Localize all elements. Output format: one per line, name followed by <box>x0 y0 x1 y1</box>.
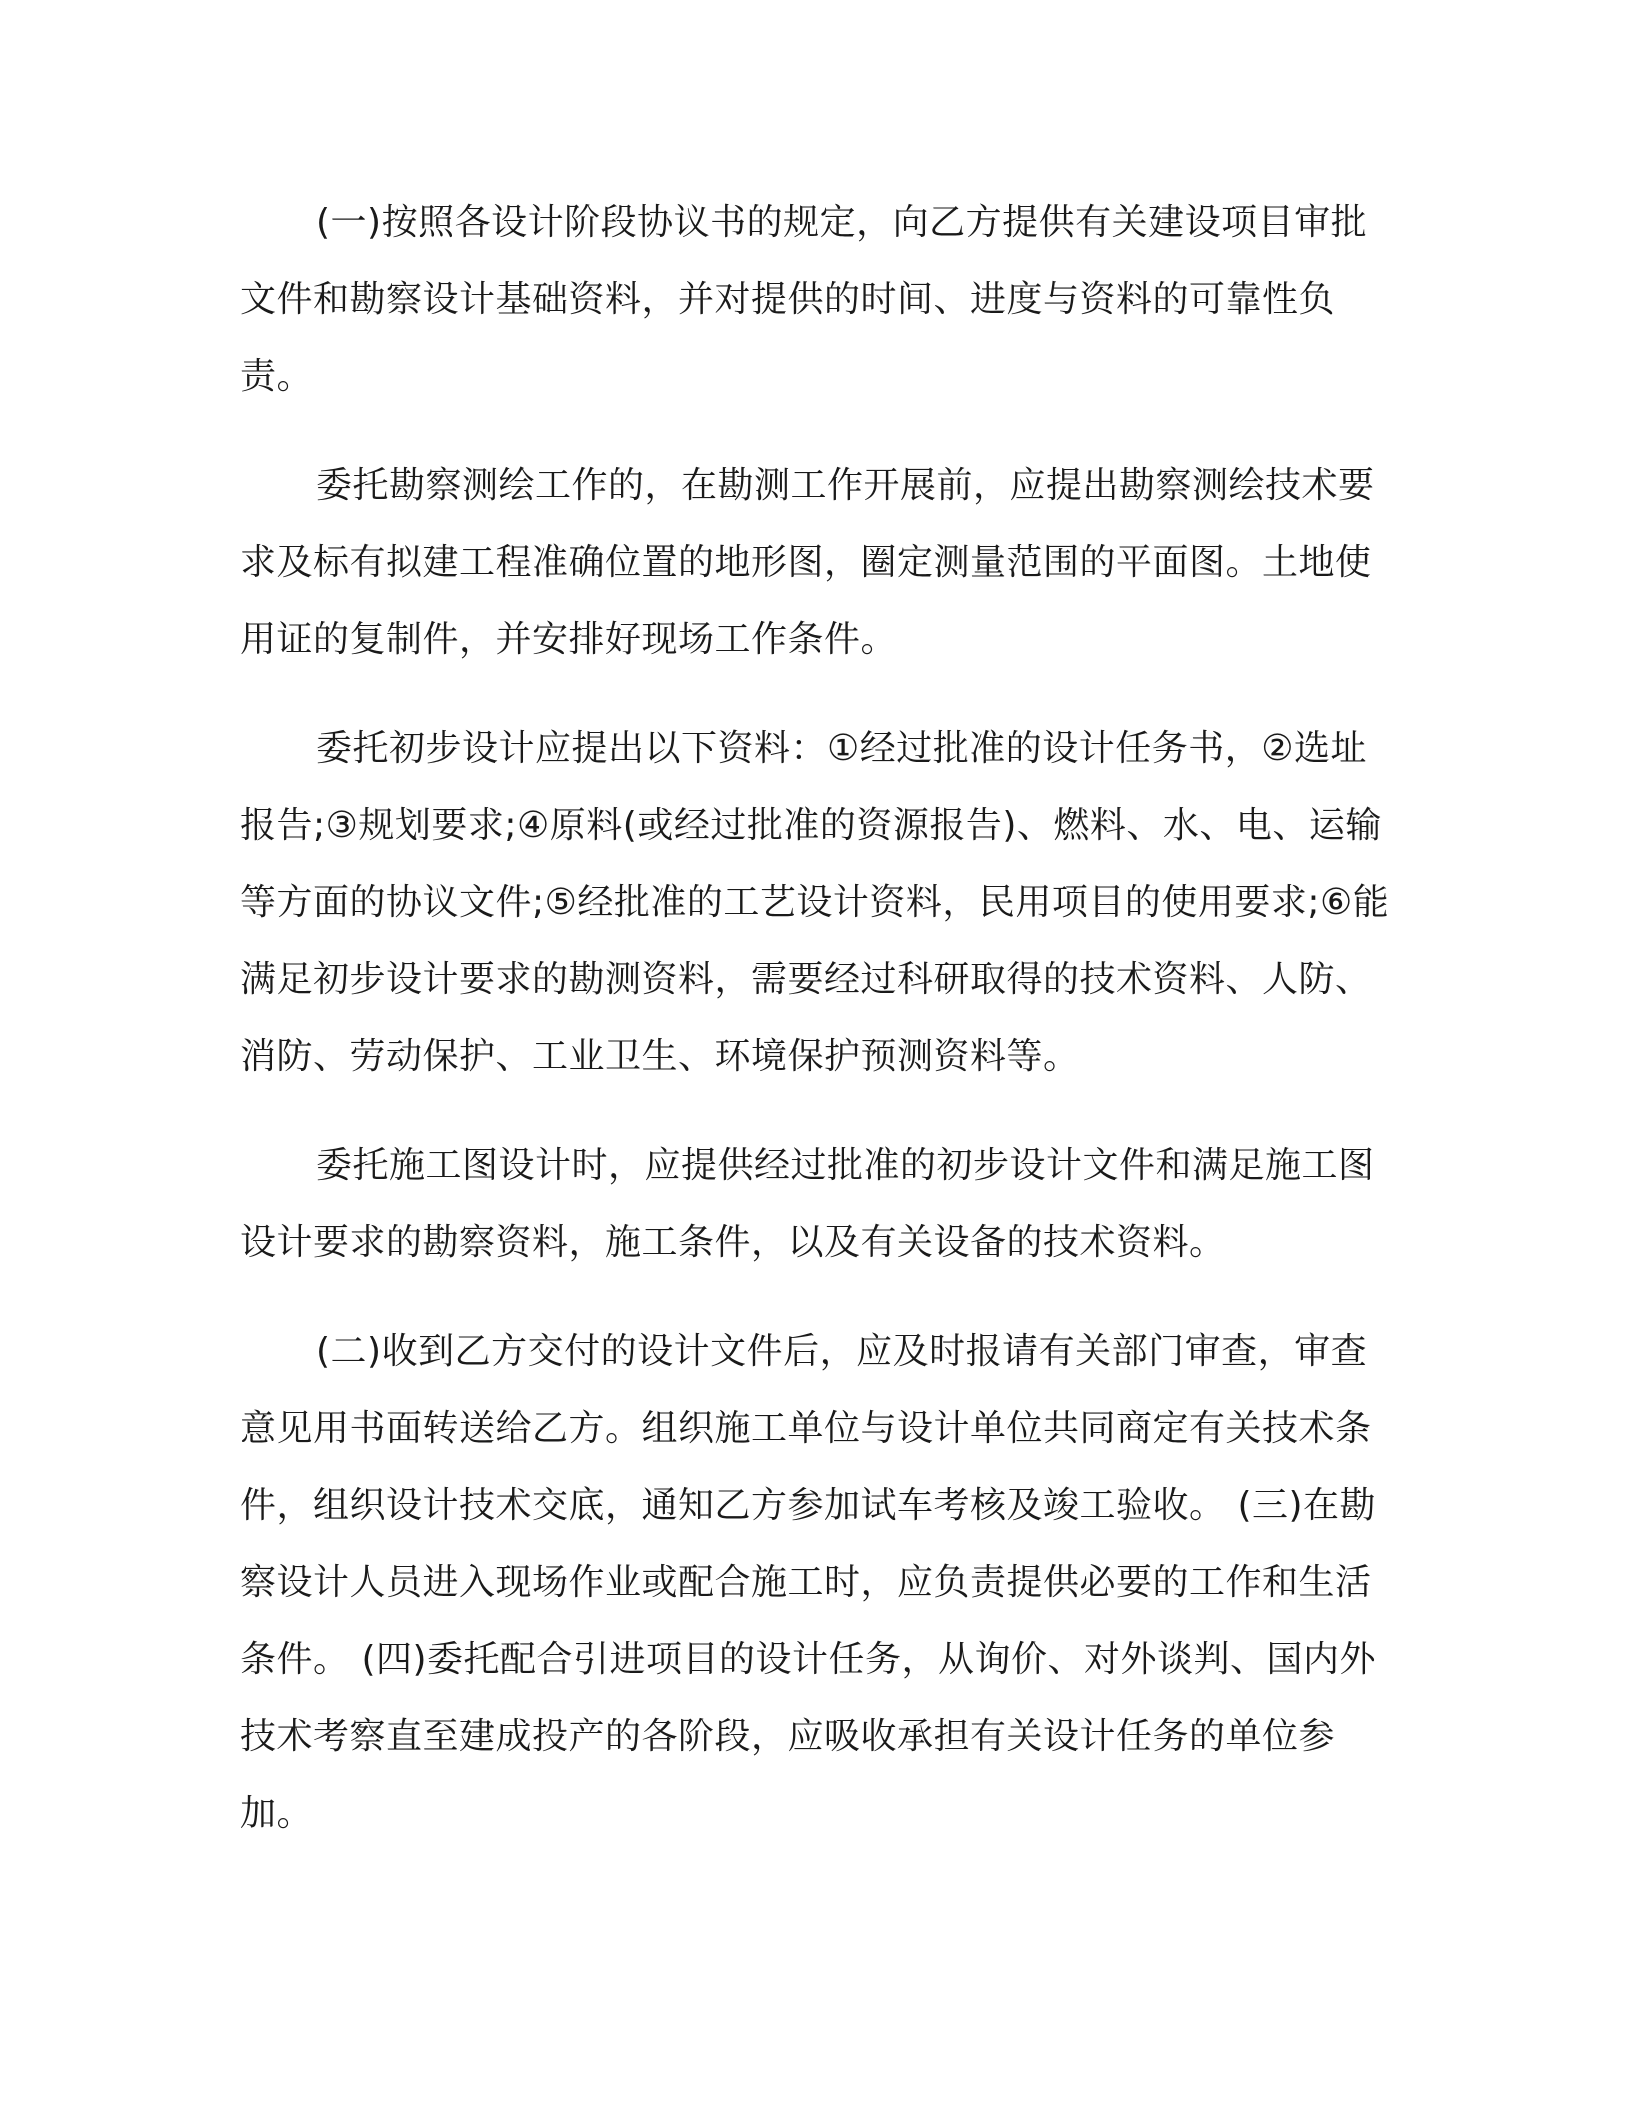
paragraph-1: (一)按照各设计阶段协议书的规定，向乙方提供有关建设项目审批文件和勘察设计基础资料，并对提供的时间、进度与资料的可靠性负责。 <box>240 202 1368 397</box>
paragraph-4: 委托施工图设计时，应提供经过批准的初步设计文件和满足施工图设计要求的勘察资料，施工条件，以及有关设备的技术资料。 <box>240 1145 1375 1263</box>
paragraph-5: (二)收到乙方交付的设计文件后，应及时报请有关部门审查，审查意见用书面转送给乙方。组织施工单位与设计单位共同商定有关技术条件，组织设计技术交底，通知乙方参加试车考核及竣工验收。 (三)在勘察设计人员进入现场作业或配合施工时，应负责提供必要的工作和生活条件。 (四)委托配合引进项目的设计任务，从询价、对外谈判、国内外技术考察直至建成投产的各阶段，应吸收承担有关设计任务的单位参加。 <box>240 1331 1377 1834</box>
paragraph-3: 委托初步设计应提出以下资料：①经过批准的设计任务书，②选址报告;③规划要求;④原料(或经过批准的资源报告)、燃料、水、电、运输等方面的协议文件;⑤经批准的工艺设计资料，民用项目的使用要求;⑥能满足初步设计要求的勘测资料，需要经过科研取得的技术资料、人防、消防、劳动保护、工业卫生、环境保护预测资料等。 <box>240 728 1390 1077</box>
document-body <box>240 184 1390 1884</box>
paragraph-2: 委托勘察测绘工作的，在勘测工作开展前，应提出勘察测绘技术要求及标有拟建工程准确位置的地形图，圈定测量范围的平面图。土地使用证的复制件，并安排好现场工作条件。 <box>240 465 1375 660</box>
